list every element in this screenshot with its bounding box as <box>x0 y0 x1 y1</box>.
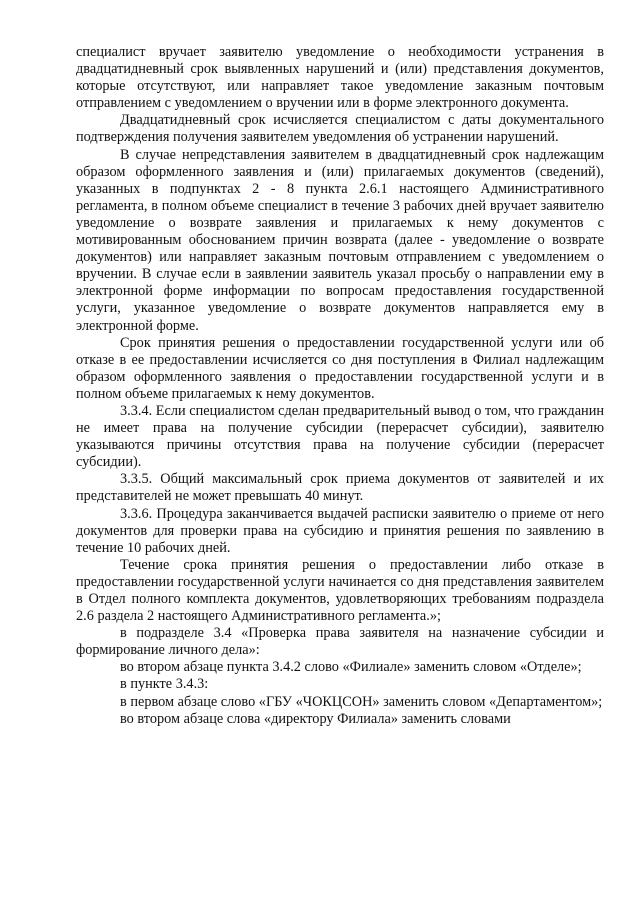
paragraph-5: 3.3.4. Если специалистом сделан предварительный вывод о том, что гражданин не имеет права на получение субсидии (перерасчет субсидии), заявителю указываются причины отсутствия права на получение субсидии (перерасчет субсидии). <box>76 402 604 471</box>
document-page <box>76 44 604 728</box>
paragraph-3: В случае непредставления заявителем в двадцатидневный срок надлежащим образом оформленного заявления и (или) прилагаемых документов (сведений), указанных в подпунктах 2 - 8 пункта 2.6.1 настоящего Административного регламента, в полном объеме специалист в течение 3 рабочих дней вручает заявителю уведомление о возврате заявления и прилагаемых к нему документов с мотивированным обоснованием причин возврата (далее - уведомление о возврате документов) или направляет заказным почтовым отправлением с уведомлением о вручении. В случае если в заявлении заявитель указал просьбу о направлении ему в электронной форме информации по вопросам предоставления государственной услуги, указанное уведомление о возврате документов направляется ему в электронной форме. <box>76 146 604 334</box>
paragraph-4: Срок принятия решения о предоставлении государственной услуги или об отказе в ее предоставлении исчисляется со дня поступления в Филиал надлежащим образом оформленного заявления о предоставлении государственной услуги и в полном объеме прилагаемых к нему документов. <box>76 334 604 402</box>
paragraph-7: 3.3.6. Процедура заканчивается выдачей расписки заявителю о приеме от него документов для проверки права на субсидию и принятия решения по заявлению в течение 10 рабочих дней. <box>76 505 604 556</box>
paragraph-9: в подразделе 3.4 «Проверка права заявителя на назначение субсидии и формирование личного дела»: <box>76 625 604 659</box>
paragraph-1: специалист вручает заявителю уведомление о необходимости устранения в двадцатидневный срок выявленных нарушений и (или) представления документов, которые отсутствуют, или направляет такое уведомление заказным почтовым отправлением с уведомлением о вручении или в форме электронного документа. <box>76 44 604 112</box>
paragraph-11: в пункте 3.4.3: <box>120 676 209 693</box>
paragraph-6: 3.3.5. Общий максимальный срок приема документов от заявителей и их представителей не может превышать 40 минут. <box>76 471 604 505</box>
paragraph-2: Двадцатидневный срок исчисляется специалистом с даты документального подтверждения получения заявителем уведомления об устранении нарушений. <box>76 112 604 146</box>
paragraph-8: Течение срока принятия решения о предоставлении либо отказе в предоставлении государственной услуги начинается со дня представления заявителем в Отдел полного комплекта документов, удовлетворяющих требованиям подраздела 2.6 раздела 2 настоящего Административного регламента.»; <box>76 556 604 625</box>
paragraph-10: во втором абзаце пункта 3.4.2 слово «Филиале» заменить словом «Отделе»; <box>120 659 582 676</box>
paragraph-13: во втором абзаце слова «директору Филиала» заменить словами <box>120 710 511 727</box>
paragraph-12: в первом абзаце слово «ГБУ «ЧОКЦСОН» заменить словом «Департаментом»; <box>120 693 603 710</box>
